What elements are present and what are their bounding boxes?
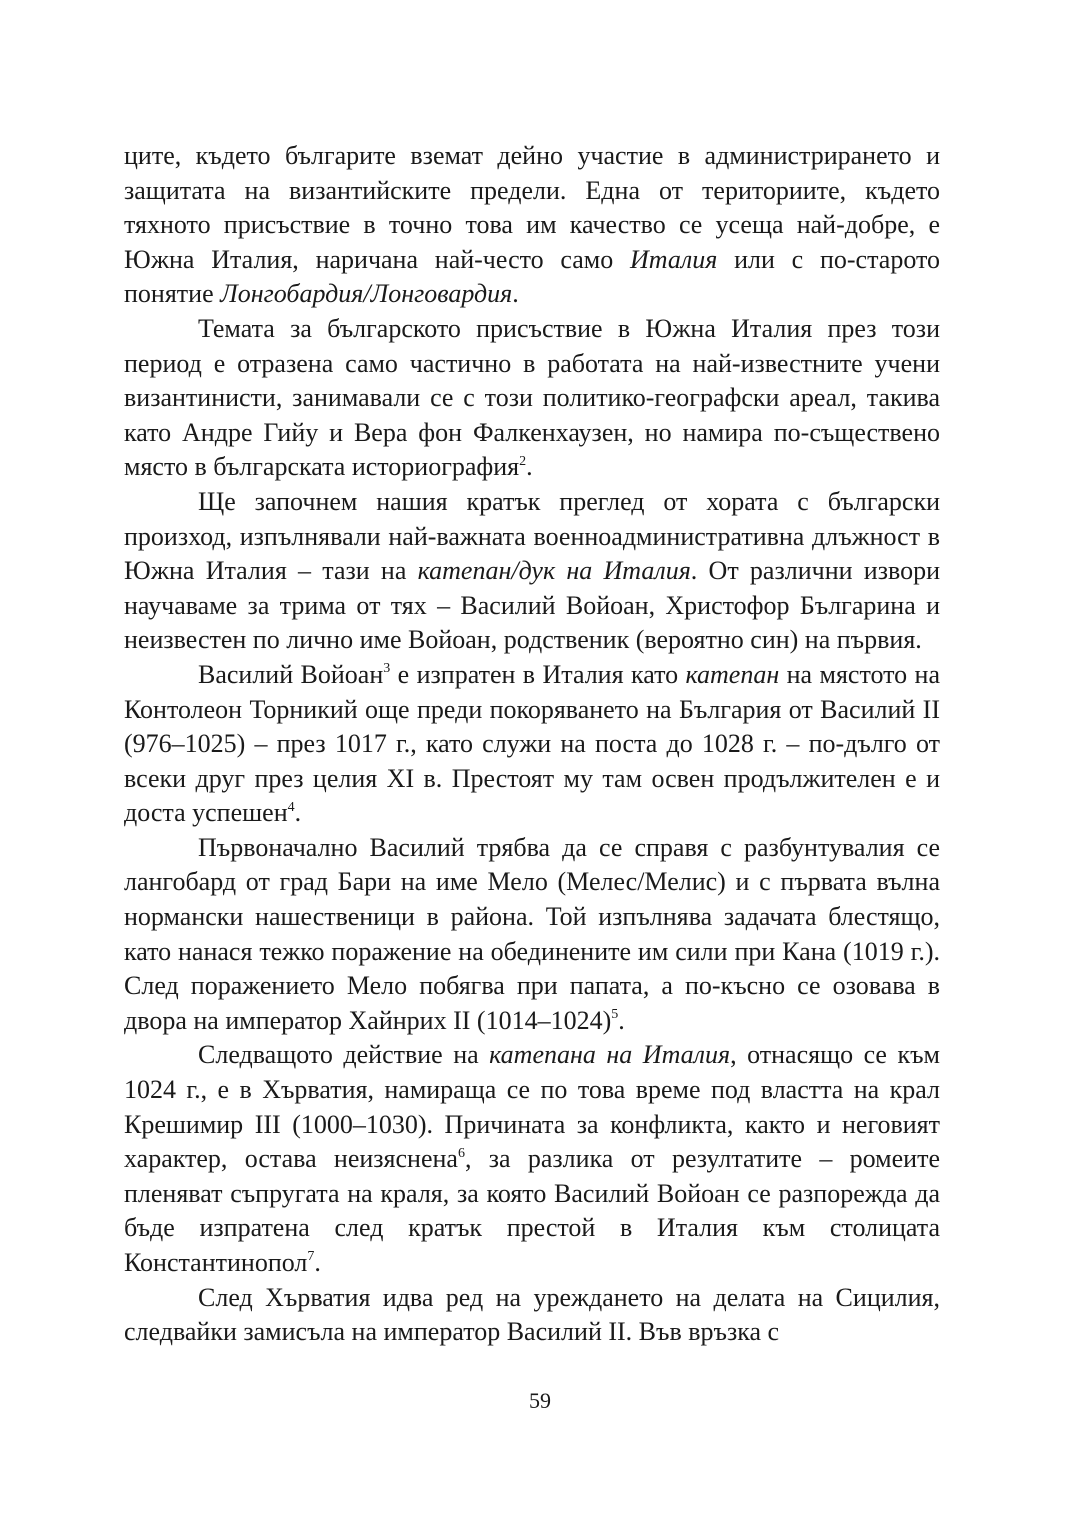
paragraph xyxy=(124,485,940,658)
page-number: 59 xyxy=(529,1388,551,1413)
text-run: Василий Войоан xyxy=(198,659,384,689)
text-run: Следващото действие на xyxy=(198,1040,490,1070)
footnote-ref: 6 xyxy=(457,1145,465,1161)
italic-text: катепана на Италия xyxy=(489,1040,731,1070)
footnote-ref: 2 xyxy=(519,453,527,469)
paragraph xyxy=(124,1281,940,1350)
paragraph xyxy=(124,139,940,312)
text-run: . xyxy=(512,279,519,309)
text-run: е изпратен в Италия като xyxy=(390,659,686,689)
text-run: . От различни извори научаваме за трима от тях – Василий Войоан, Христофор Българина и неизвестен по лично име Войоан, родственик (вероятно син) на първия. xyxy=(124,556,940,655)
text-run: . xyxy=(618,1005,625,1035)
italic-text: катепан/дук на Италия xyxy=(417,556,691,586)
text-run: , отнасящо се към 1024 г., е в Хърватия, намираща се по това време под властта на крал Крешимир III (1000–1030). Причината за конфликта, както и неговият характер, остава неизяснена xyxy=(124,1040,941,1174)
text-run: . xyxy=(294,798,302,828)
text-run: Първоначално Василий трябва да се справя с разбунтувалия се лангобард от град Бари на име Мело (Мелес/Мелис) и с първата вълна нормански нашественици в района. Той изпълнява задачата блестящо, като нанася тежко поражение на обединените им сили при Кана (1019 г.). След поражението Мело побягва при папата, а по-късно се озовава в двора на император Хайнрих II (1014–1024) xyxy=(124,832,940,1035)
text-run: , за разлика от резултатите – ромеите пленяват съпругата на краля, за която Василий Войоан се разпорежда да бъде изпратена след кратък престой в Италия към столицата Константинопол xyxy=(124,1144,940,1277)
paragraph xyxy=(124,658,940,831)
paragraph xyxy=(124,312,940,485)
paragraph xyxy=(124,1038,940,1280)
text-run: Темата за българското присъствие в Южна Италия през този период е отразена само частично в работата на най-известните учени византинисти, занимавали се с този политико-географски ареал, такива като Андре Гийу и Вера фон Фалкенхаузен, но намира по-съществено място в българската историография xyxy=(124,313,940,482)
text-run: . xyxy=(314,1248,321,1277)
text-run: на мястото на Контолеон Торникий още преди покоряването на България от Василий II (976–1025) – през 1017 г., като служи на поста до 1028 г. – по-дълго от всеки друг през целия XI в. Престоят му там освен продължителен е и доста успешен xyxy=(124,659,941,828)
text-run: . xyxy=(526,452,533,482)
paragraph xyxy=(124,831,940,1039)
italic-text: Лонгобардия/Лонговардия xyxy=(220,279,513,309)
footnote-ref: 5 xyxy=(611,1007,619,1023)
footnote-ref: 4 xyxy=(287,799,295,815)
text-run: или с по-старото понятие xyxy=(124,244,940,309)
page-body xyxy=(124,139,940,1350)
text-run: След Хърватия идва ред на уреждането на делата на Сицилия, следвайки замисъла на император Василий II. Във връзка с xyxy=(124,1282,940,1347)
text-run: Ще започнем нашия кратък преглед от хората с български произход, изпълнявали най-важната военноадминистративна длъжност в Южна Италия – тази на xyxy=(124,486,940,586)
footnote-ref: 7 xyxy=(307,1249,315,1265)
italic-text: Италия xyxy=(630,244,718,274)
text-run: ците, където българите вземат дейно участие в администрирането и защитата на византийските предели. Една от териториите, където тяхното присъствие в точно това им качество се усеща най-добре, е Южна Италия, наричана най-често само xyxy=(124,141,940,274)
footnote-ref: 3 xyxy=(383,661,391,677)
italic-text: катепан xyxy=(685,659,780,689)
